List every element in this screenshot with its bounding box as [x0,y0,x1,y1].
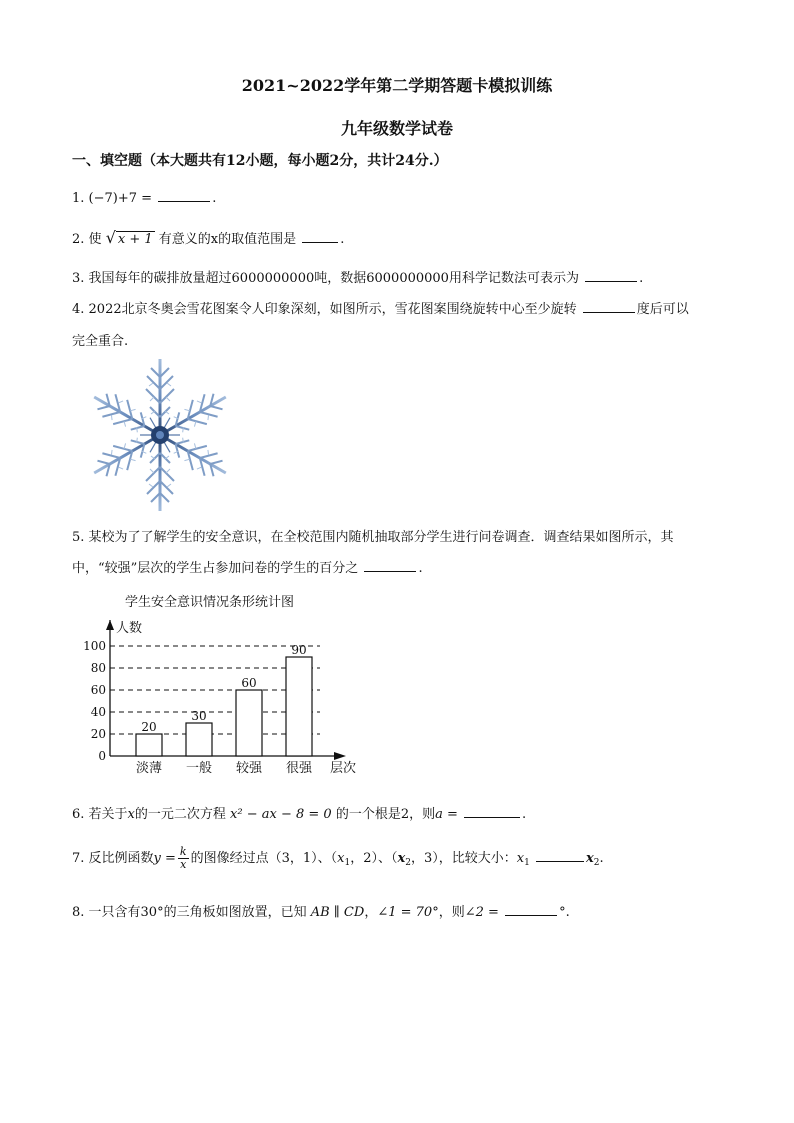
q2-answer-blank[interactable] [302,229,338,243]
q7-cmp-x1-sub: 1 [524,858,530,868]
q7-cmp-x2: x [586,851,594,866]
q7-answer-blank[interactable] [536,848,584,862]
exam-subtitle: 九年级数学试卷 [340,119,453,138]
q7-cmp-x2-sub: 2 [593,858,600,868]
q2-text: 有意义的x的取值范围是 [158,232,297,247]
q6-equation: x² − ax − 8 = 0 [230,807,332,822]
q1-end: . [212,191,217,206]
q3-text: 3. 我国每年的碳排放量超过6000000000吨，数据6000000000用科学记数法可表示为 [72,271,579,286]
question-2 [72,228,344,247]
q8-end: °. [559,905,570,920]
question-6 [72,803,526,822]
bar [136,734,162,756]
bar-value-label: 30 [191,709,207,723]
q8-text-a: 8. 一只含有30°的三角板如图放置，已知 [72,905,307,920]
question-5-line-2 [72,557,423,576]
q2-end: . [340,232,345,247]
q8-text-b: ， [364,905,378,920]
y-tick-label: 80 [90,661,106,675]
q5-text: 中，“较强”层次的学生占参加问卷的学生的百分之 [72,561,359,576]
q6-text-a: 6. 若关于 [72,807,128,822]
q6-answer-blank[interactable] [464,804,520,818]
section-heading: 一、填空题（本大题共有12小题，每小题2分，共计24分.） [72,153,448,169]
bar-value-label: 20 [141,720,157,734]
q7-x1-sub: 1 [344,858,351,868]
q1-expression: (−7)+7 = [88,191,153,206]
q7-text-c: ，2）、（ [350,851,398,866]
y-tick-label: 20 [90,727,106,741]
snowflake-image [72,356,248,514]
y-tick-label: 0 [98,749,106,763]
q7-fraction [178,846,189,871]
bar-value-label: 60 [241,676,257,690]
q3-answer-blank[interactable] [585,268,637,282]
q7-x1: x [337,851,345,866]
q4-answer-blank[interactable] [583,299,635,313]
q7-x2-sub: 2 [405,858,411,868]
q7-frac-den: x [180,858,187,871]
q2-prefix: 2. 使 [72,232,102,247]
q1-number: 1. [72,191,85,206]
chart-title: 学生安全意识情况条形统计图 [125,595,295,610]
q7-x2: x [397,851,406,866]
y-tick-label: 100 [83,639,106,653]
q6-end: . [522,807,527,822]
bar [186,723,212,756]
y-tick-label: 60 [90,683,106,697]
q7-end: . [599,851,604,866]
q7-text-d: ，3），比较大小： [411,851,517,866]
x-category-label: 淡薄 [135,761,163,776]
q3-end: . [639,271,644,286]
bar-chart [80,590,380,785]
q5-end: . [418,561,423,576]
sqrt-symbol-icon: √ [105,228,116,247]
y-tick-label: 40 [90,705,106,719]
q2-radicand: x + 1 [117,232,153,247]
q5-answer-blank[interactable] [364,558,416,572]
q7-text-a: 7. 反比例函数 [72,851,154,866]
bar-value-label: 90 [291,643,307,657]
question-3 [72,267,643,286]
q6-var-a: a = [435,807,458,822]
q7-y: y = [153,851,176,866]
bar [286,657,312,756]
x-category-label: 很强 [285,761,313,776]
y-axis-arrow-icon [106,620,114,630]
x-axis-label: 层次 [330,761,357,776]
q8-parallel: AB ∥ CD [310,905,365,920]
q8-angle-2: ∠2 = [464,905,499,920]
q4-text-end: 度后可以 [636,302,689,317]
x-category-label: 较强 [235,761,263,776]
question-7 [72,846,604,871]
question-1 [72,188,216,206]
q1-answer-blank[interactable] [158,188,210,202]
question-4-line-2: 完全重合. [72,334,129,349]
question-5-line-1: 5. 某校为了了解学生的安全意识，在全校范围内随机抽取部分学生进行问卷调查．调查结果如图所示，其 [72,530,674,545]
q7-text-b: 的图像经过点（3，1）、（ [190,851,338,866]
q6-text-b: 的一元二次方程 [134,807,226,822]
bar [236,690,262,756]
q4-text: 4. 2022北京冬奥会雪花图案令人印象深刻，如图所示，雪花图案围绕旋转中心至少旋转 [72,302,577,317]
q8-angle-1: ∠1 = 70° [377,905,439,920]
x-axis-arrow-icon [334,752,346,760]
y-axis-label: 人数 [116,621,143,636]
x-category-label: 一般 [185,761,213,776]
q8-answer-blank[interactable] [505,902,557,916]
question-8 [72,901,570,920]
q7-cmp-x1: x [516,851,525,866]
q8-text-c: ，则 [438,905,465,920]
q6-var-x: x [127,807,135,822]
q6-text-c: 的一个根是2，则 [335,807,436,822]
exam-title: 2021~2022学年第二学期答题卡模拟训练 [241,76,553,95]
question-4-line-1 [72,298,689,317]
q7-frac-num: k [179,845,187,858]
